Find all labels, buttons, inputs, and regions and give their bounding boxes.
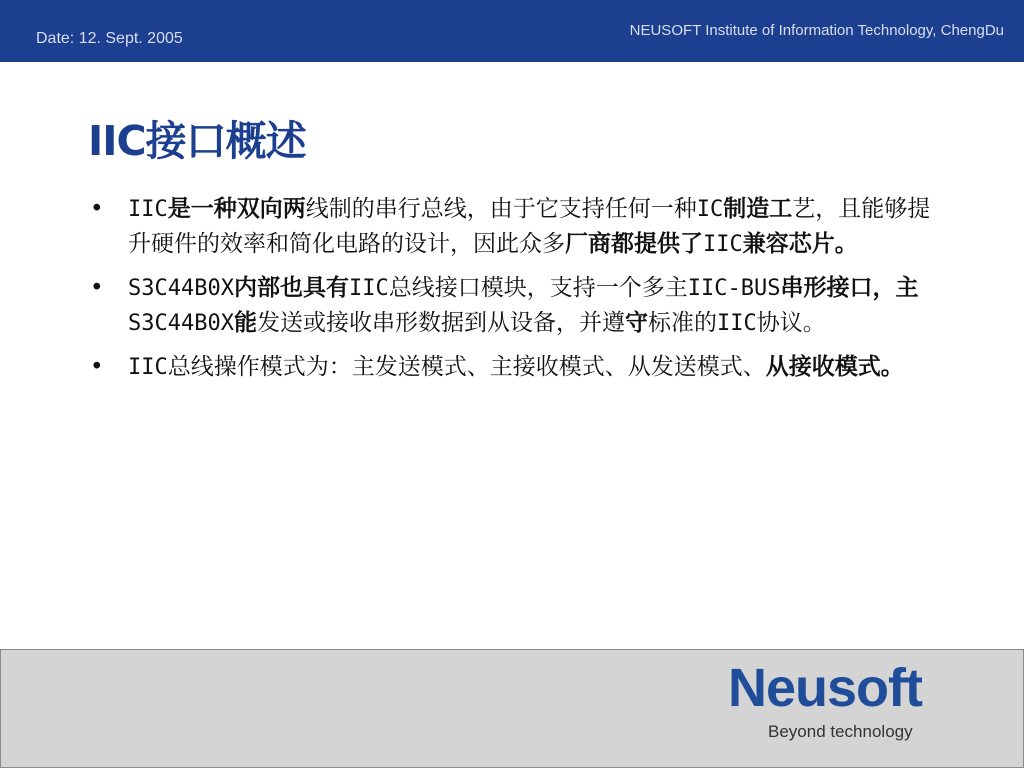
header-organization: NEUSOFT Institute of Information Technology, ChengDu — [629, 22, 1004, 39]
text-segment: 是一种双向两 — [167, 196, 306, 222]
text-segment: 制造工 — [723, 196, 793, 222]
text-segment: 艺，且能够提升硬件的效率和简化电路的设计，因此众多 — [128, 196, 931, 257]
text-segment: IIC — [128, 197, 168, 222]
text-segment: S3C44B0X — [128, 311, 234, 336]
text-segment: 从接收模式。 — [765, 354, 904, 380]
text-segment: IIC — [128, 355, 168, 380]
header-bar — [0, 0, 1024, 62]
bullet-text — [128, 196, 930, 257]
bullet-icon: • — [90, 275, 104, 301]
bullet-icon: • — [90, 196, 104, 222]
text-segment: 兼容芯片。 — [742, 231, 858, 257]
slide-title: IIC接口概述 — [88, 117, 306, 165]
text-segment: 内部也具有 — [233, 275, 349, 301]
text-segment: 协议。 — [756, 310, 826, 336]
text-segment: IIC — [716, 311, 757, 336]
text-segment: 串形接口，主 — [780, 275, 919, 301]
logo-tagline: Beyond technology — [768, 722, 913, 741]
text-segment: IIC — [703, 232, 743, 257]
text-segment: 守 — [624, 310, 648, 336]
bullet-item — [88, 192, 938, 262]
bullet-item — [88, 271, 938, 341]
bullet-text — [128, 354, 904, 380]
text-segment: 厂商都提供了 — [565, 231, 703, 257]
bullet-text — [128, 275, 918, 336]
text-segment: S3C44B0X — [128, 276, 234, 301]
text-segment: 能 — [233, 310, 257, 336]
text-segment: 发送或接收串形数据到从设备，并遵 — [256, 310, 625, 336]
bullet-list — [88, 192, 938, 394]
text-segment: 标准的 — [647, 310, 717, 336]
bullet-icon: • — [90, 354, 104, 380]
text-segment: IIC — [348, 276, 389, 301]
header-date: Date: 12. Sept. 2005 — [36, 30, 183, 47]
text-segment: IIC-BUS — [687, 276, 781, 301]
text-segment: 总线操作模式为：主发送模式、主接收模式、从发送模式、 — [167, 354, 766, 380]
bullet-item — [88, 350, 938, 385]
text-segment: 线制的串行总线，由于它支持任何一种 — [305, 196, 697, 222]
text-segment: IC — [696, 197, 724, 222]
neusoft-logo: Neusoft — [728, 658, 922, 718]
text-segment: 总线接口模块，支持一个多主 — [388, 275, 688, 301]
